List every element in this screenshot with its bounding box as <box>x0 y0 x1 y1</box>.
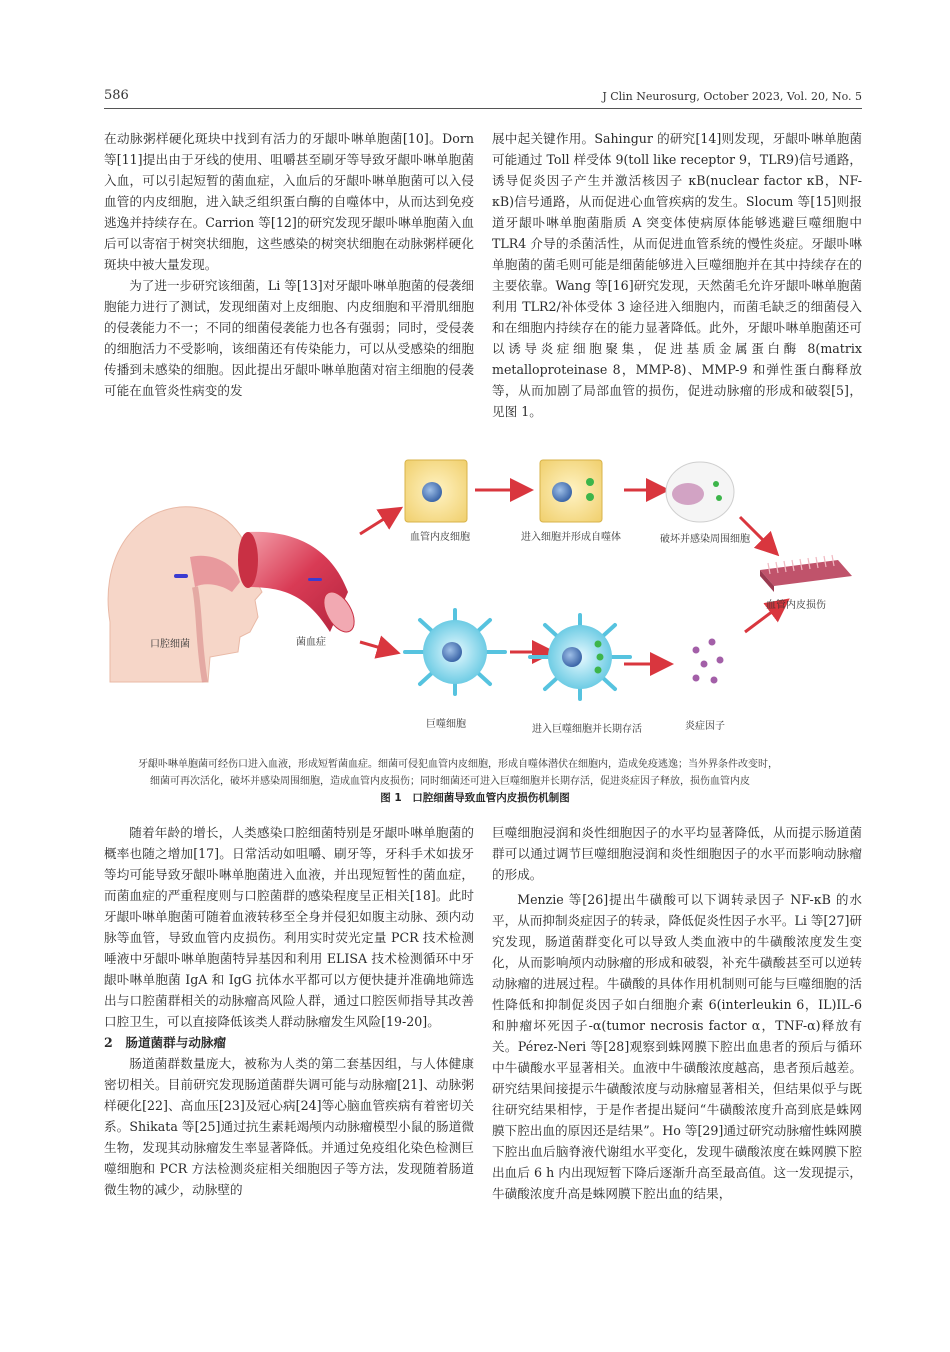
label-bacteremia: 菌血症 <box>296 637 326 648</box>
damaged-cell-icon <box>666 462 734 522</box>
journal-header: J Clin Neurosurg, October 2023, Vol. 20, No. 5 <box>602 90 862 103</box>
bottom-left-column <box>104 822 474 1200</box>
figure-1-diagram <box>0 452 950 772</box>
label-damage-cells: 破坏并感染周围细胞 <box>660 534 750 545</box>
bottom-right-column <box>492 822 862 1204</box>
figure-caption-line: 细菌可再次活化，破坏并感染周围细胞，造成血管内皮损伤；同时细菌还可进入巨噬细胞并长期存活，促进炎症因子释放，损伤血管内皮 <box>150 776 750 787</box>
endothelial-cell-icon <box>405 460 467 522</box>
paragraph: Menzie 等[26]提出牛磺酸可以下调转录因子 NF-κB 的水平，从而抑制炎症因子的转录，降低促炎性因子水平。Li 等[27]研究发现，肠道菌群变化可以导致人类血液中的牛磺酸浓度发生变化，从而影响颅内动脉瘤的形成和破裂，补充牛磺酸甚至可以逆转动脉瘤的进展过程。牛磺酸的具体作用机制则可能与巨噬细胞的活性降低和抑制促炎因子如白细胞介素 6(interleukin 6，IL)IL-6 和肿瘤坏死因子-α(tumor necrosis factor α，TNF-α)释放有关。Pérez-Neri 等[28]观察到蛛网膜下腔出血患者的预后与循环中牛磺酸水平显著相关。血液中牛磺酸浓度越高，患者预后越差。研究结果间接提示牛磺酸浓度与动脉瘤显著相关，但结果似乎与既往研究结果相悖，于是作者提出疑问“牛磺酸浓度升高到底是蛛网膜下腔出血的原因还是结果”。Ho 等[29]通过研究动脉瘤性蛛网膜下腔出血后脑脊液代谢组水平变化，发现牛磺酸浓度在蛛网膜下腔出血后 6 h 内出现短暂下降后逐渐升高至最高值。这一发现提示，牛磺酸浓度升高是蛛网膜下腔出血的结果， <box>492 892 862 1201</box>
paragraph: 为了进一步研究该细菌，Li 等[13]对牙龈卟啉单胞菌的侵袭细胞能力进行了测试，发现细菌对上皮细胞、内皮细胞和平滑肌细胞的侵袭能力不一；不同的细菌侵袭能力也各有强弱；同时，受侵袭的细胞活力不受影响，该细菌还有传染能力，可以从受感染的细胞传播到未感染的细胞。因此提出牙龈卟啉单胞菌对宿主细胞的侵袭可能在血管炎性病变的发 <box>104 278 474 398</box>
paragraph: 在动脉粥样硬化斑块中找到有活力的牙龈卟啉单胞菌[10]。Dorn 等[11]提出由于牙线的使用、咀嚼甚至刷牙等导致牙龈卟啉单胞菌入血，可以引起短暂的菌血症，入血后的牙龈卟啉单胞菌可以入侵血管的内皮细胞，进入缺乏组织蛋白酶的自噬体中，从而达到免疫逃逸并持续存在。Carrion 等[12]的研究发现牙龈卟啉单胞菌入血后可以寄宿于树突状细胞，这些感染的树突状细胞在动脉粥样硬化斑块中被大量发现。 <box>104 131 474 272</box>
figure-caption-line: 牙龈卟啉单胞菌可经伤口进入血液，形成短暂菌血症。细菌可侵犯血管内皮细胞，形成自噬体潜伏在细胞内，造成免疫逃逸；当外界条件改变时， <box>138 759 778 770</box>
top-left-column <box>104 128 474 401</box>
head-profile-illustration <box>108 507 262 682</box>
macrophage-icon <box>405 610 505 694</box>
autophagosome-cell-icon <box>540 460 602 522</box>
paragraph: 肠道菌群数量庞大，被称为人类的第二套基因组，与人体健康密切相关。目前研究发现肠道菌群失调可能与动脉瘤[21]、动脉粥样硬化[22]、高血压[23]及冠心病[24]等心脑血管疾病有着密切关系。Shikata 等[25]通过抗生素耗竭颅内动脉瘤模型小鼠的肠道微生物，发现其动脉瘤发生率显著降低。并通过免疫组化染色检测巨噬细胞和 PCR 方法检测炎症相关细胞因子等方法，发现随着肠道微生物的减少，动脉壁的 <box>104 1056 474 1197</box>
paragraph: 随着年龄的增长，人类感染口腔细菌特别是牙龈卟啉单胞菌的概率也随之增加[17]。日常活动如咀嚼、刷牙等，牙科手术如拔牙等均可能导致牙龈卟啉单胞菌进入血液，并出现短暂性的菌血症，而菌血症的严重程度则与口腔菌群的感染程度呈正相关[18]。此时牙龈卟啉单胞菌可随着血液转移至全身并侵犯如腹主动脉、颈内动脉等血管，导致血管内皮损伤。利用实时荧光定量 PCR 技术检测唾液中牙龈卟啉单胞菌特异基因和利用 ELISA 技术检测循环中牙龈卟啉单胞菌 IgA 和 IgG 抗体水平都可以方便快捷并准确地筛选出与口腔菌群相关的动脉瘤高风险人群，通过口腔医师指导其改善口腔卫生，可以直接降低该类人群动脉瘤发生风险[19-20]。 <box>104 825 474 1029</box>
inflammatory-factor-dots <box>693 639 724 684</box>
label-autophagosome: 进入细胞并形成自噬体 <box>521 532 621 543</box>
header-rule <box>104 108 862 109</box>
figure-title: 图 1 口腔细菌导致血管内皮损伤机制图 <box>380 792 570 804</box>
label-endothelial-injury: 血管内皮损伤 <box>766 600 826 611</box>
top-right-column <box>492 128 862 422</box>
blood-vessel-illustration <box>238 532 360 637</box>
paragraph: 巨噬细胞浸润和炎性细胞因子的水平均显著降低，从而提示肠道菌群可以通过调节巨噬细胞浸润和炎性细胞因子的水平而影响动脉瘤的形成。 <box>492 825 862 882</box>
label-inflammatory-factors: 炎症因子 <box>685 721 725 732</box>
label-oral-bacteria: 口腔细菌 <box>150 639 190 650</box>
section-heading: 2 肠道菌群与动脉瘤 <box>104 1035 227 1050</box>
page-number: 586 <box>104 88 129 103</box>
macrophage-with-bacteria-icon <box>530 615 630 699</box>
label-endothelial-cell: 血管内皮细胞 <box>410 532 470 543</box>
endothelial-injury-icon <box>760 555 852 592</box>
label-macrophage: 巨噬细胞 <box>426 719 466 730</box>
label-survive: 进入巨噬细胞并长期存活 <box>532 724 642 735</box>
paragraph: 展中起关键作用。Sahingur 的研究[14]则发现，牙龈卟啉单胞菌可能通过 Toll 样受体 9(toll like receptor 9，TLR9)信号通路，诱导促炎因子产生并激活核因子 κB(nuclear factor κB，NF-κB)信号通路，从而促进心血管疾病的发生。Slocum 等[15]则报道牙龈卟啉单胞菌脂质 A 突变体使病原体能够逃避巨噬细胞中 TLR4 介导的杀菌活性，从而促进血管系统的慢性炎症。牙龈卟啉单胞菌的菌毛则可能是细菌能够进入巨噬细胞并在其中持续存在的主要依靠。Wang 等[16]研究发现，天然菌毛允许牙龈卟啉单胞菌利用 TLR2/补体受体 3 途径进入细胞内，而菌毛缺乏的细菌侵入和在细胞内持续存在的能力显著降低。此外，牙龈卟啉单胞菌还可以诱导炎症细胞聚集，促进基质金属蛋白酶 8(matrix metalloproteinase 8，MMP-8)、MMP-9 和弹性蛋白酶释放等，从而加剧了局部血管的损伤，促进动脉瘤的形成和破裂[5]，见图 1。 <box>492 131 862 419</box>
